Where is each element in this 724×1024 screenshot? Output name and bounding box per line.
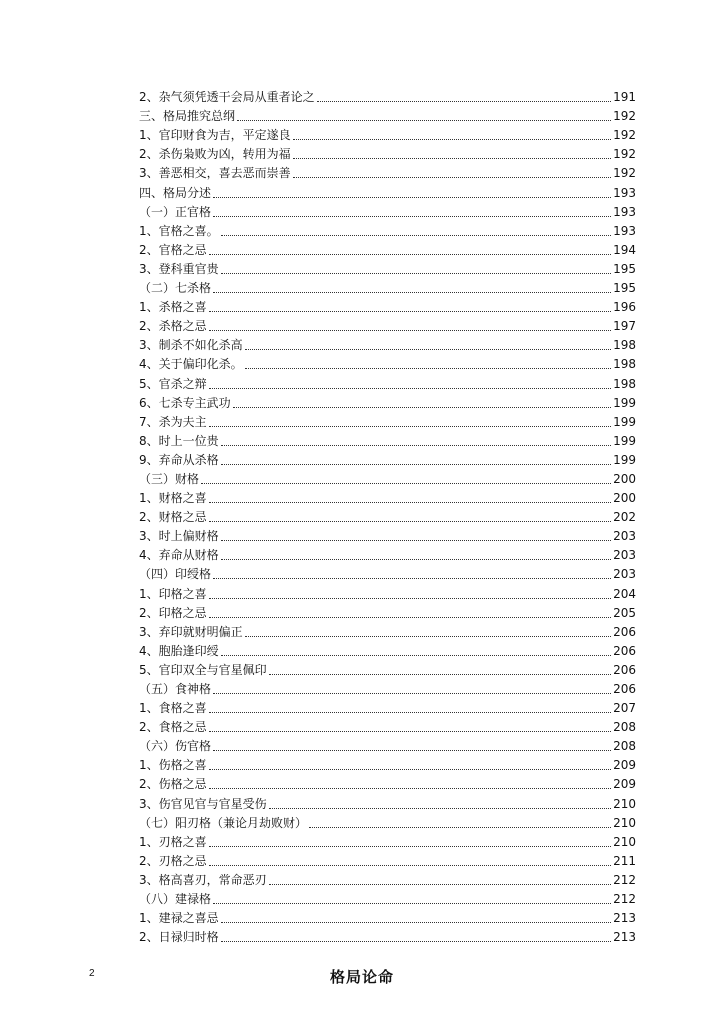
dot-leader [209,788,611,789]
dot-leader [237,120,611,121]
toc-entry-page: 193 [613,223,636,238]
dot-leader [201,483,611,484]
toc-entry-page: 194 [613,242,636,257]
toc-entry-title: 1、伤格之喜 [139,758,207,773]
toc-entry-title: 2、杂气须凭透干会局从重者论之 [139,90,315,105]
toc-entry-page: 203 [613,529,636,544]
dot-leader [213,197,611,198]
toc-entry-title: 8、时上一位贵 [139,433,219,448]
toc-entry-title: 2、刃格之忌 [139,853,207,868]
page-number: 2 [89,968,95,979]
toc-entry-page: 206 [613,643,636,658]
toc-entry-page: 192 [613,109,636,124]
dot-leader [209,388,611,389]
toc-entry-page: 192 [613,147,636,162]
dot-leader [209,617,611,618]
toc-entry[interactable] [139,640,636,659]
toc-entry[interactable] [139,850,636,869]
dot-leader [209,731,611,732]
toc-entry-title: 1、官格之喜。 [139,223,219,238]
toc-entry-title: 3、善恶相交，喜去恶而崇善 [139,166,291,181]
toc-entry-page: 210 [613,796,636,811]
dot-leader [317,101,611,102]
toc-entry[interactable] [139,201,636,220]
toc-entry-title: 1、官印财食为吉，平定遂良 [139,128,291,143]
toc-entry[interactable] [139,258,636,277]
toc-entry-title: 5、官印双全与官星佩印 [139,662,267,677]
toc-entry[interactable] [139,716,636,735]
toc-entry-title: 1、刃格之喜 [139,834,207,849]
toc-entry[interactable] [139,869,636,888]
table-of-contents [139,86,636,945]
toc-entry-page: 210 [613,834,636,849]
toc-entry-title: 2、杀格之忌 [139,319,207,334]
toc-entry[interactable] [139,468,636,487]
toc-entry-page: 207 [613,701,636,716]
toc-entry-page: 192 [613,128,636,143]
toc-entry-title: 1、食格之喜 [139,701,207,716]
toc-entry-title: 2、财格之忌 [139,510,207,525]
toc-entry[interactable] [139,697,636,716]
toc-entry[interactable] [139,544,636,563]
toc-entry[interactable] [139,563,636,582]
footer-title: 格局论命 [329,968,394,986]
dot-leader [245,349,611,350]
toc-entry-title: （二）七杀格 [139,281,212,296]
toc-entry[interactable] [139,812,636,831]
dot-leader [269,884,611,885]
toc-entry-page: 213 [613,930,636,945]
toc-entry-title: 3、弃印就财明偏正 [139,624,243,639]
dot-leader [209,254,611,255]
dot-leader [221,445,611,446]
dot-leader [269,674,611,675]
toc-entry-page: 192 [613,166,636,181]
dot-leader [209,865,611,866]
toc-entry-page: 213 [613,911,636,926]
toc-entry-page: 195 [613,281,636,296]
toc-entry-page: 199 [613,452,636,467]
toc-entry[interactable] [139,525,636,544]
toc-entry-title: 2、官格之忌 [139,242,207,257]
dot-leader [221,941,611,942]
dot-leader [221,464,611,465]
toc-entry-page: 210 [613,815,636,830]
toc-entry-title: 三、格局推究总纲 [139,109,236,124]
toc-entry-page: 203 [613,567,636,582]
toc-entry-title: 1、建禄之喜忌 [139,911,219,926]
dot-leader [213,750,611,751]
toc-entry-title: 3、时上偏财格 [139,529,219,544]
toc-entry[interactable] [139,754,636,773]
toc-entry-title: 2、印格之忌 [139,605,207,620]
toc-entry[interactable] [139,124,636,143]
toc-entry-page: 212 [613,872,636,887]
toc-entry-title: 6、七杀专主武功 [139,395,231,410]
toc-entry-page: 204 [613,586,636,601]
toc-entry-page: 195 [613,261,636,276]
dot-leader [221,559,611,560]
toc-entry[interactable] [139,86,636,105]
toc-entry[interactable] [139,773,636,792]
dot-leader [209,521,611,522]
toc-entry-title: （五）食神格 [139,682,212,696]
toc-entry-title: 1、财格之喜 [139,491,207,506]
toc-entry-title: （四）印绶格 [139,567,212,582]
toc-entry-title: 2、日禄归时格 [139,930,219,945]
dot-leader [209,846,611,847]
dot-leader [209,712,611,713]
toc-entry-title: 5、官杀之辩 [139,376,207,391]
toc-entry-title: （一）正官格 [139,204,212,219]
toc-entry[interactable] [139,907,636,926]
toc-entry-title: 2、杀伤枭败为凶，转用为福 [139,147,291,162]
toc-entry[interactable] [139,239,636,258]
toc-entry[interactable] [139,792,636,811]
dot-leader [213,292,611,293]
toc-entry-page: 208 [613,739,636,754]
dot-leader [209,598,611,599]
toc-entry-page: 198 [613,357,636,372]
toc-entry-page: 212 [613,892,636,907]
dot-leader [293,139,611,140]
toc-entry-page: 196 [613,300,636,315]
toc-entry-title: （七）阳刃格（兼论月劫败财） [139,815,308,830]
toc-entry-title: 四、格局分述 [139,185,212,200]
dot-leader [245,636,611,637]
toc-entry-page: 199 [613,414,636,429]
toc-entry-title: 2、食格之忌 [139,720,207,735]
dot-leader [209,769,611,770]
dot-leader [221,235,611,236]
toc-entry[interactable] [139,449,636,468]
toc-entry-page: 206 [613,624,636,639]
toc-entry[interactable] [139,888,636,907]
toc-entry[interactable] [139,181,636,200]
toc-entry-title: 3、伤官见官与官星受伤 [139,796,267,811]
dot-leader [293,158,611,159]
toc-entry-page: 199 [613,395,636,410]
toc-entry-page: 193 [613,204,636,219]
dot-leader [269,808,611,809]
toc-entry[interactable] [139,678,636,697]
toc-entry-page: 198 [613,376,636,391]
toc-entry-title: 4、弃命从财格 [139,548,219,563]
toc-entry[interactable] [139,220,636,239]
dot-leader [213,693,611,694]
toc-entry-title: 2、伤格之忌 [139,777,207,792]
toc-entry[interactable] [139,334,636,353]
toc-entry[interactable] [139,659,636,678]
dot-leader [209,426,611,427]
toc-entry[interactable] [139,105,636,124]
toc-entry-page: 200 [613,471,636,486]
dot-leader [221,655,611,656]
dot-leader [213,903,611,904]
dot-leader [245,368,611,369]
toc-entry[interactable] [139,602,636,621]
toc-entry-page: 200 [613,491,636,506]
toc-entry-title: 4、关于偏印化杀。 [139,357,243,372]
toc-entry-title: （三）财格 [139,471,200,486]
toc-entry-page: 198 [613,338,636,353]
dot-leader [213,216,611,217]
toc-entry[interactable] [139,621,636,640]
toc-entry-page: 203 [613,548,636,563]
toc-entry-page: 211 [613,853,636,868]
toc-entry[interactable] [139,831,636,850]
toc-entry[interactable] [139,430,636,449]
toc-entry[interactable] [139,315,636,334]
dot-leader [209,311,611,312]
toc-entry-page: 209 [613,777,636,792]
toc-entry-title: 7、杀为夫主 [139,414,207,429]
dot-leader [221,273,611,274]
toc-entry-title: 4、胞胎逢印绶 [139,643,219,658]
toc-entry-page: 205 [613,605,636,620]
dot-leader [233,407,611,408]
toc-entry[interactable] [139,506,636,525]
toc-entry-title: 1、杀格之喜 [139,300,207,315]
dot-leader [221,922,611,923]
toc-entry-title: 9、弃命从杀格 [139,452,219,467]
toc-entry[interactable] [139,735,636,754]
toc-entry-page: 193 [613,185,636,200]
dot-leader [221,540,611,541]
toc-entry[interactable] [139,296,636,315]
toc-entry-title: 3、制杀不如化杀高 [139,338,243,353]
toc-entry-page: 197 [613,319,636,334]
toc-entry-page: 206 [613,682,636,696]
dot-leader [209,502,611,503]
toc-entry-page: 199 [613,433,636,448]
toc-entry[interactable] [139,162,636,181]
toc-entry-title: （八）建禄格 [139,892,212,907]
toc-entry[interactable] [139,143,636,162]
toc-entry-title: 1、印格之喜 [139,586,207,601]
toc-entry-page: 208 [613,720,636,735]
dot-leader [293,177,611,178]
toc-entry[interactable] [139,411,636,430]
dot-leader [213,578,611,579]
dot-leader [209,330,611,331]
toc-entry-page: 209 [613,758,636,773]
toc-entry-page: 206 [613,662,636,677]
toc-entry-title: 3、格高喜刃，常命恶刃 [139,872,267,887]
toc-entry-title: 3、登科重官贵 [139,261,219,276]
dot-leader [309,827,611,828]
toc-entry[interactable] [139,582,636,601]
toc-entry-page: 191 [613,90,636,105]
toc-entry[interactable] [139,487,636,506]
toc-entry-page: 202 [613,510,636,525]
toc-entry[interactable] [139,926,636,945]
toc-entry[interactable] [139,392,636,411]
toc-entry[interactable] [139,277,636,296]
toc-entry[interactable] [139,372,636,391]
toc-entry-title: （六）伤官格 [139,739,212,754]
toc-entry[interactable] [139,353,636,372]
